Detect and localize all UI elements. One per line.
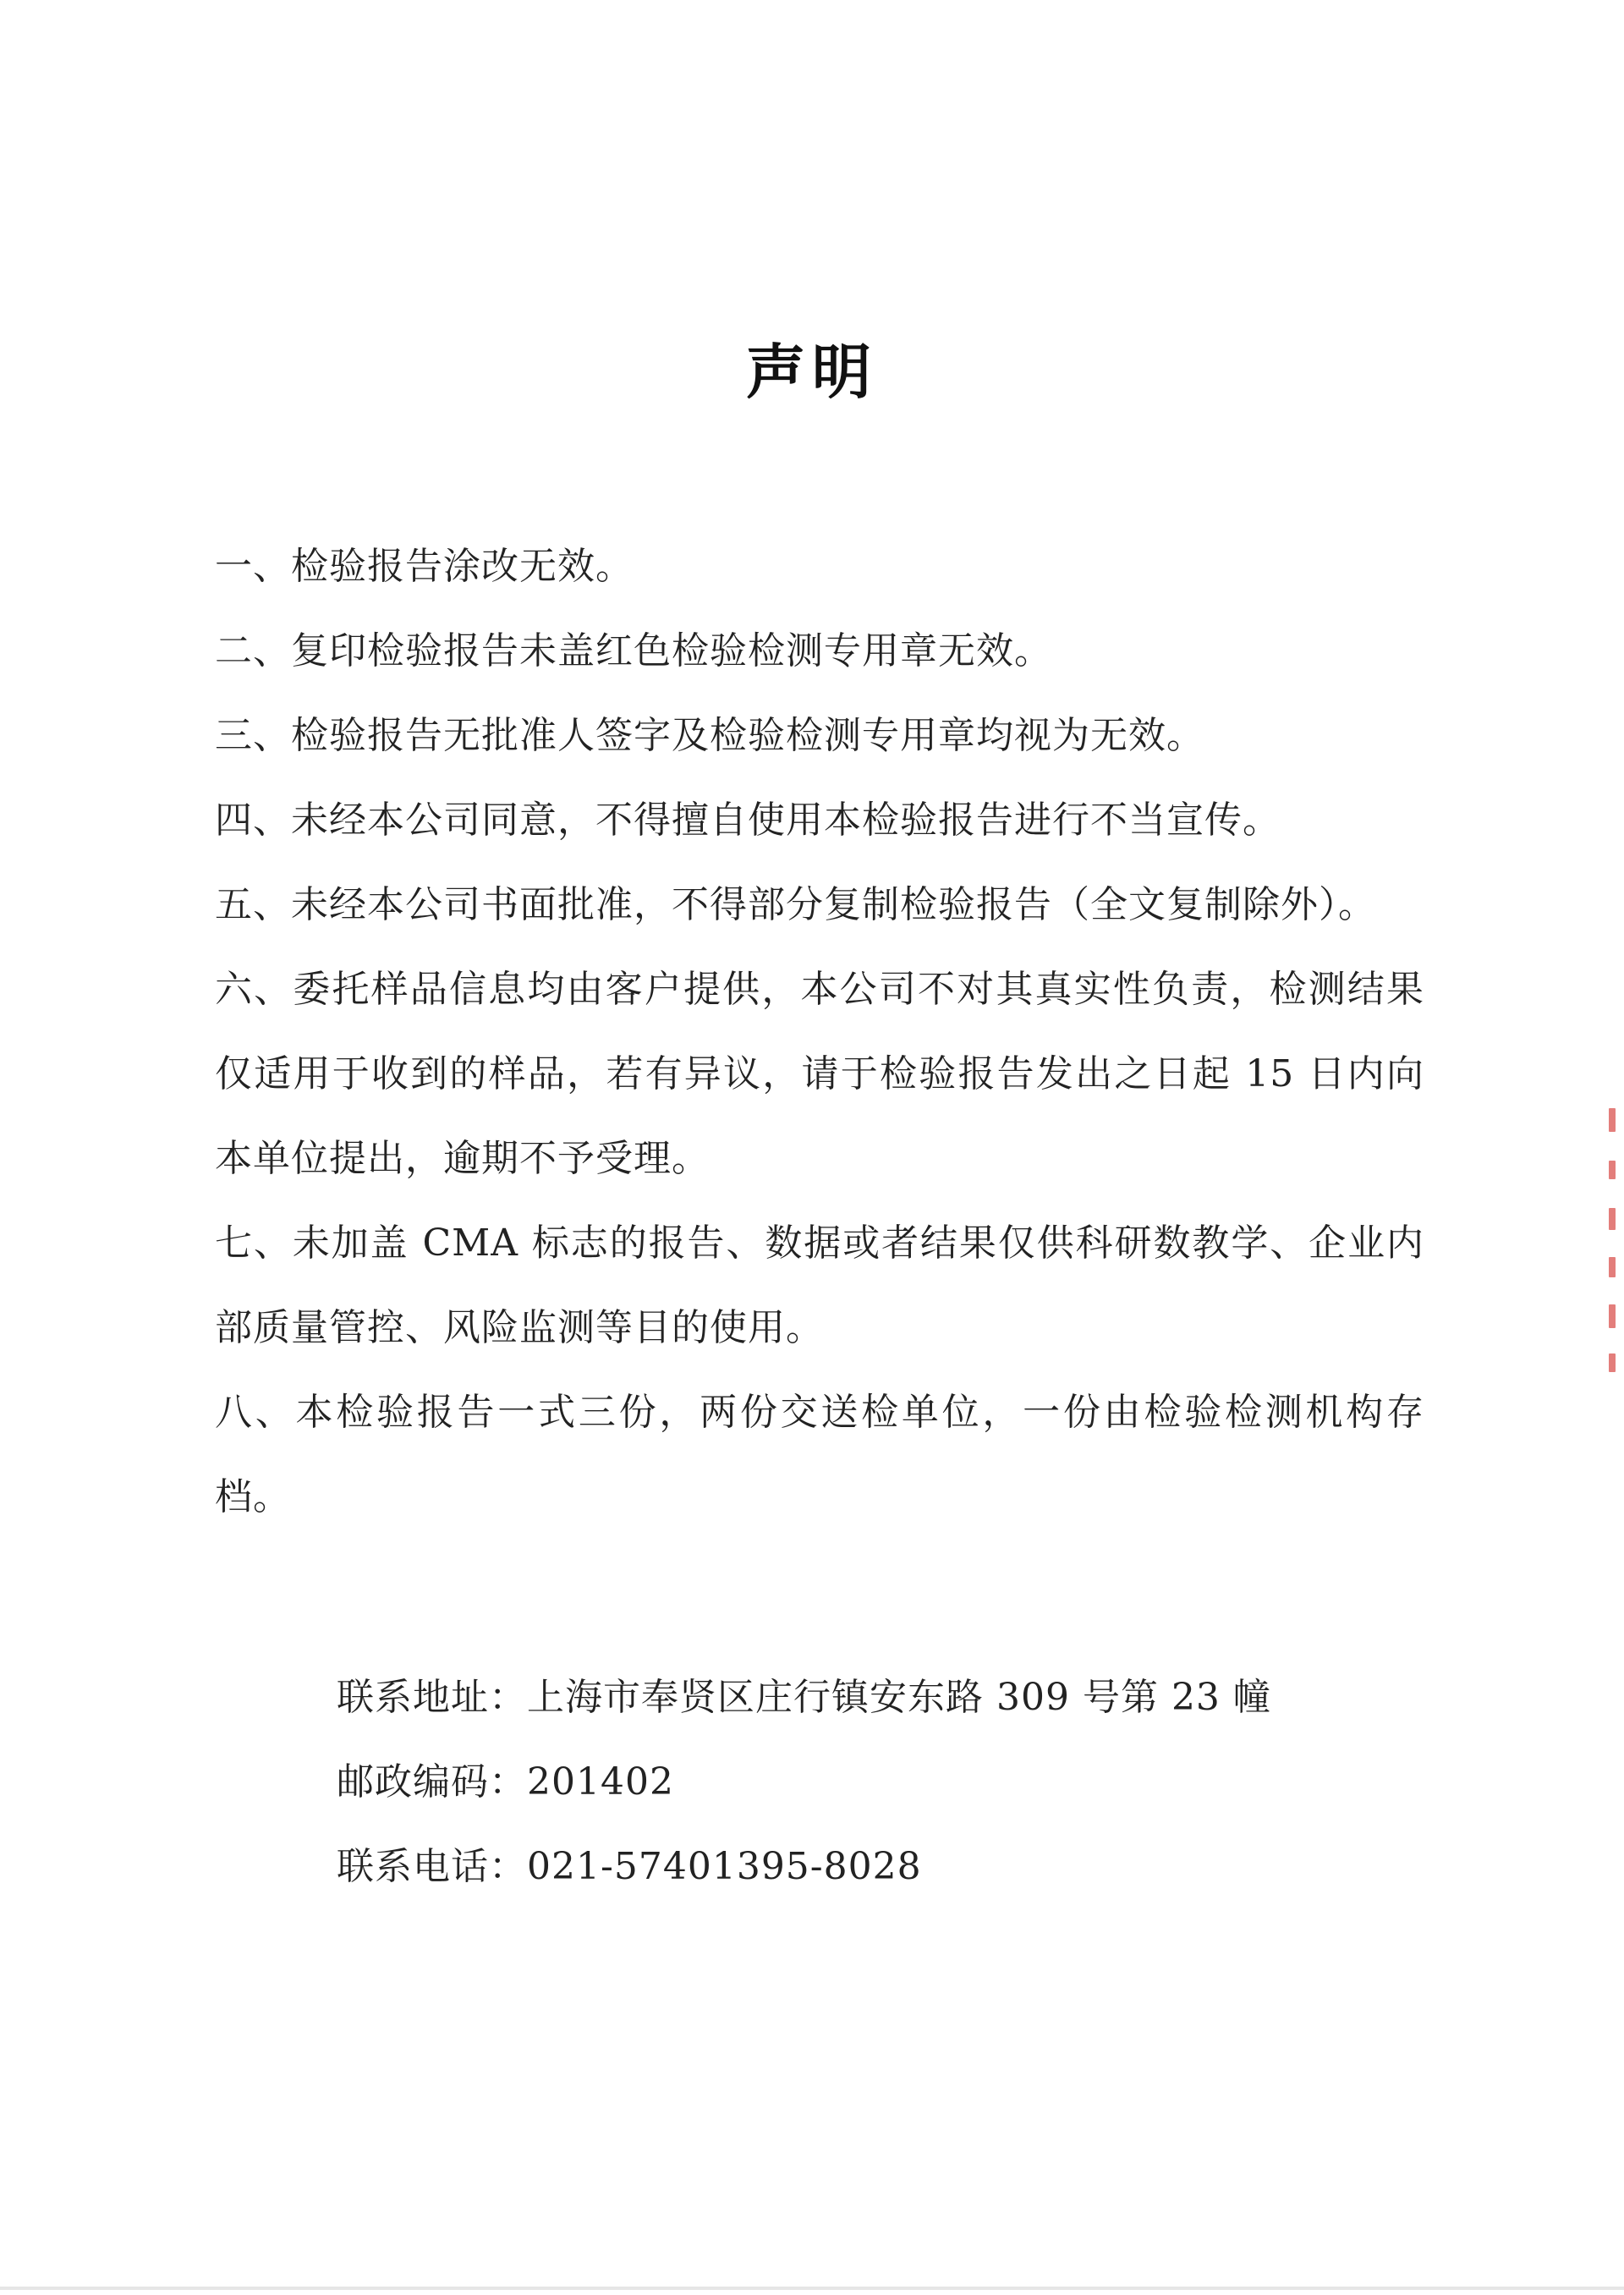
statement-list xyxy=(215,524,1424,1540)
seal-mark xyxy=(1609,1108,1616,1132)
statement-item-5: 五、未经本公司书面批准，不得部分复制检验报告（全文复制除外）。 xyxy=(215,883,1376,926)
statement-item-8: 八、本检验报告一式三份，两份交送检单位，一份由检验检测机构存档。 xyxy=(215,1391,1424,1518)
contact-postcode: 邮政编码：201402 xyxy=(337,1760,674,1804)
statement-item-6: 六、委托样品信息均由客户提供，本公司不对其真实性负责，检测结果仅适用于收到的样品，若有异议，请于检验报告发出之日起 15 日内向本单位提出，逾期不予受理。 xyxy=(215,968,1424,1180)
statement-item-1: 一、检验报告涂改无效。 xyxy=(215,545,634,588)
page-bottom-edge xyxy=(0,2287,1624,2290)
seal-mark xyxy=(1609,1208,1616,1230)
contact-address: 联系地址：上海市奉贤区庄行镇安东路 309 号第 23 幢 xyxy=(337,1676,1271,1719)
statement-item-2: 二、复印检验报告未盖红色检验检测专用章无效。 xyxy=(215,629,1052,673)
seal-mark xyxy=(1609,1304,1616,1328)
statement-item-4: 四、未经本公司同意，不得擅自使用本检验报告进行不当宣传。 xyxy=(215,799,1281,842)
contact-block xyxy=(337,1655,1436,1909)
seam-seal-fragment xyxy=(1609,1108,1619,1379)
seal-mark xyxy=(1609,1353,1616,1372)
statement-item-7: 七、未加盖 CMA 标志的报告、数据或者结果仅供科研数教学、企业内部质量管控、风险监测等目的使用。 xyxy=(215,1222,1424,1349)
page-title: 声明 xyxy=(746,338,878,407)
seal-mark xyxy=(1609,1161,1616,1179)
statement-item-3: 三、检验报告无批准人签字及检验检测专用章均视为无效。 xyxy=(215,714,1204,757)
seal-mark xyxy=(1609,1257,1616,1277)
contact-phone: 联系电话：021-57401395-8028 xyxy=(337,1845,922,1888)
